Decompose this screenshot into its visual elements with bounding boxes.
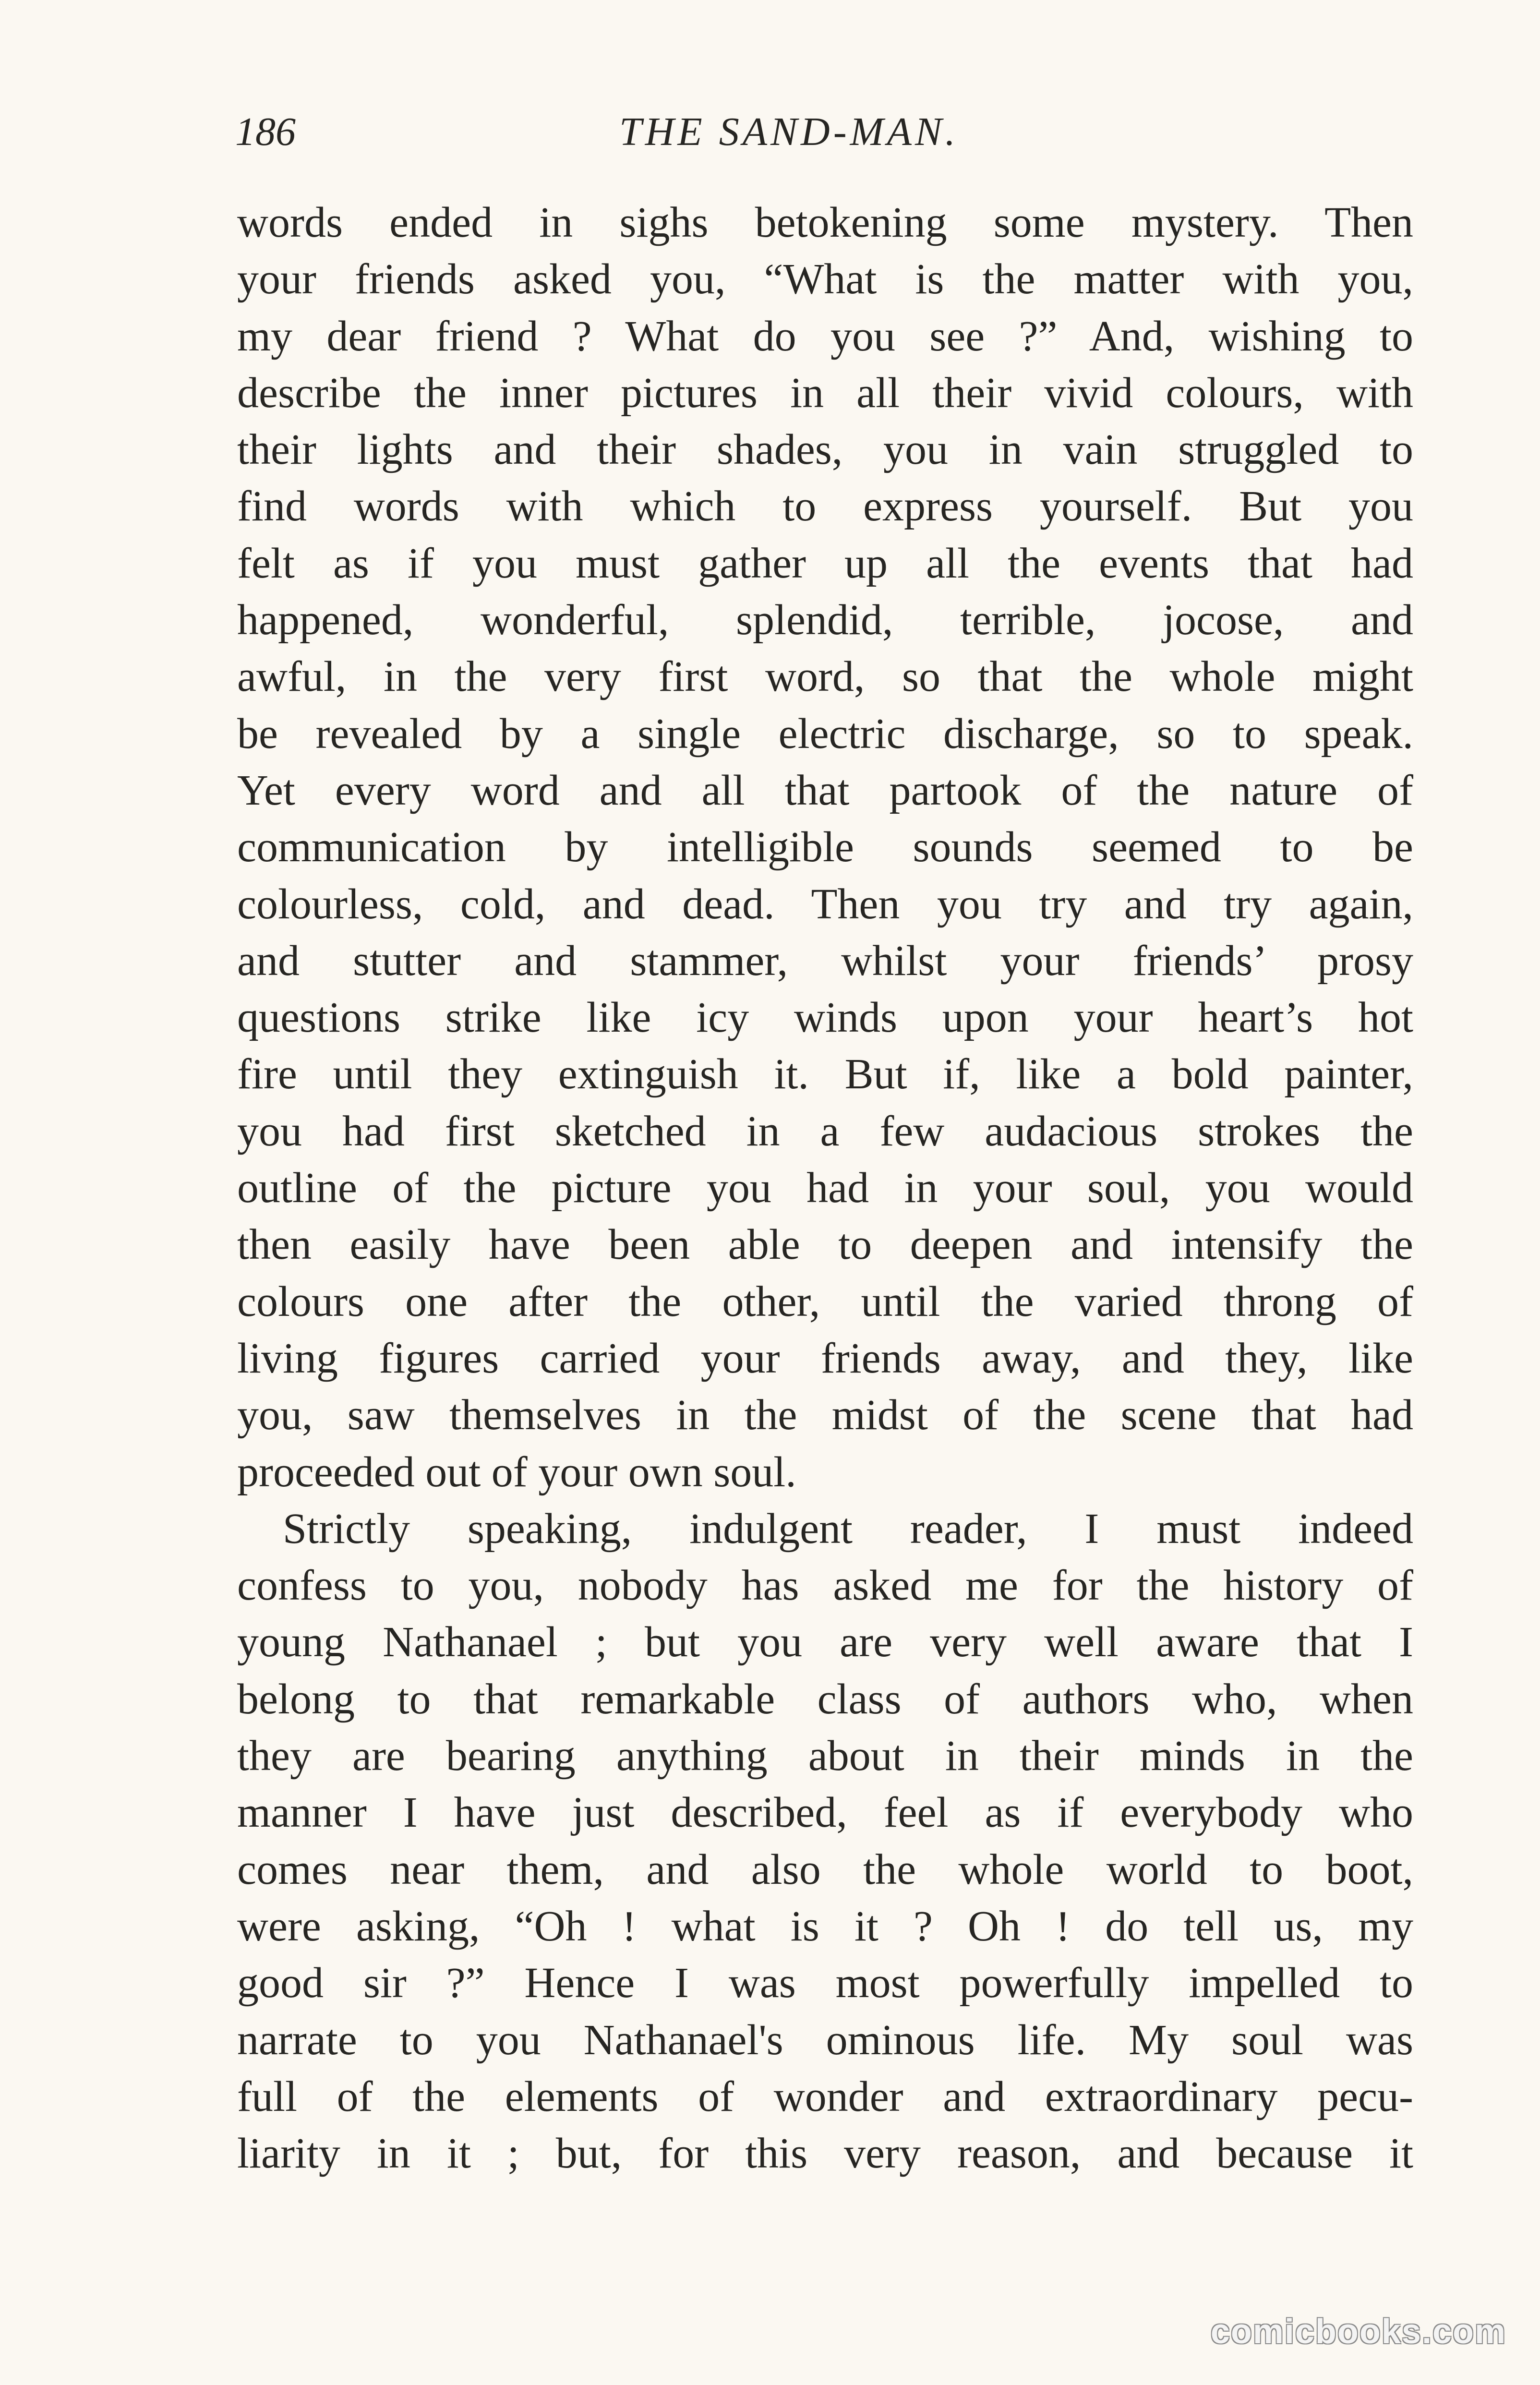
text-line: felt as if you must gather up all the events that had: [237, 539, 1413, 587]
page-header: [0, 103, 1540, 161]
text-line: questions strike like icy winds upon your heart’s hot: [237, 994, 1413, 1042]
body-text: [237, 194, 1413, 2182]
text-line: their lights and their shades, you in vain struggled to: [237, 426, 1413, 474]
text-line: liarity in it ; but, for this very reason, and because it: [237, 2130, 1413, 2178]
text-line: living figures carried your friends away, and they, like: [237, 1334, 1413, 1382]
text-line: comes near them, and also the whole world to boot,: [237, 1845, 1413, 1893]
text-line: my dear friend ? What do you see ?” And, wishing to: [237, 312, 1413, 360]
text-line: communication by intelligible sounds seemed to be: [237, 823, 1413, 871]
text-line: outline of the picture you had in your soul, you would: [237, 1164, 1413, 1212]
watermark: comicbooks.com: [1210, 2313, 1506, 2351]
text-line: confess to you, nobody has asked me for the history of: [237, 1562, 1413, 1610]
text-line: belong to that remarkable class of authors who, when: [237, 1675, 1413, 1723]
text-line: manner I have just described, feel as if everybody who: [237, 1789, 1413, 1837]
text-line: young Nathanael ; but you are very well aware that I: [237, 1618, 1413, 1666]
text-line: describe the inner pictures in all their vivid colours, with: [237, 369, 1413, 417]
text-line: you, saw themselves in the midst of the scene that had: [237, 1391, 1413, 1439]
text-line: your friends asked you, “What is the matter with you,: [237, 255, 1413, 303]
text-line: awful, in the very first word, so that the whole might: [237, 653, 1413, 701]
text-line: fire until they extinguish it. But if, like a bold painter,: [237, 1050, 1413, 1098]
text-line: full of the elements of wonder and extraordinary pecu-: [237, 2072, 1413, 2120]
text-line: were asking, “Oh ! what is it ? Oh ! do tell us, my: [237, 1902, 1413, 1950]
paragraph-start-line: Strictly speaking, indulgent reader, I must indeed: [283, 1505, 1413, 1553]
running-head: THE SAND-MAN.: [619, 109, 959, 154]
text-line: colourless, cold, and dead. Then you try and try again,: [237, 880, 1413, 928]
text-line: good sir ?” Hence I was most powerfully impelled to: [237, 1959, 1413, 2007]
text-line: find words with which to express yourself. But you: [237, 482, 1413, 530]
text-line: colours one after the other, until the varied throng of: [237, 1277, 1413, 1325]
text-line: then easily have been able to deepen and intensify the: [237, 1221, 1413, 1269]
text-line: and stutter and stammer, whilst your friends’ prosy: [237, 937, 1413, 985]
text-line: happened, wonderful, splendid, terrible, jocose, and: [237, 596, 1413, 644]
page-number: 186: [235, 109, 296, 154]
text-line: they are bearing anything about in their minds in the: [237, 1732, 1413, 1780]
text-line: narrate to you Nathanael's ominous life. My soul was: [237, 2016, 1413, 2064]
text-line: Yet every word and all that partook of the nature of: [237, 766, 1413, 814]
text-line: you had first sketched in a few audacious strokes the: [237, 1107, 1413, 1155]
paragraph-end-line: proceeded out of your own soul.: [237, 1448, 796, 1496]
text-line: be revealed by a single electric discharge, so to speak.: [237, 710, 1413, 758]
text-line: words ended in sighs betokening some mystery. Then: [237, 199, 1413, 246]
